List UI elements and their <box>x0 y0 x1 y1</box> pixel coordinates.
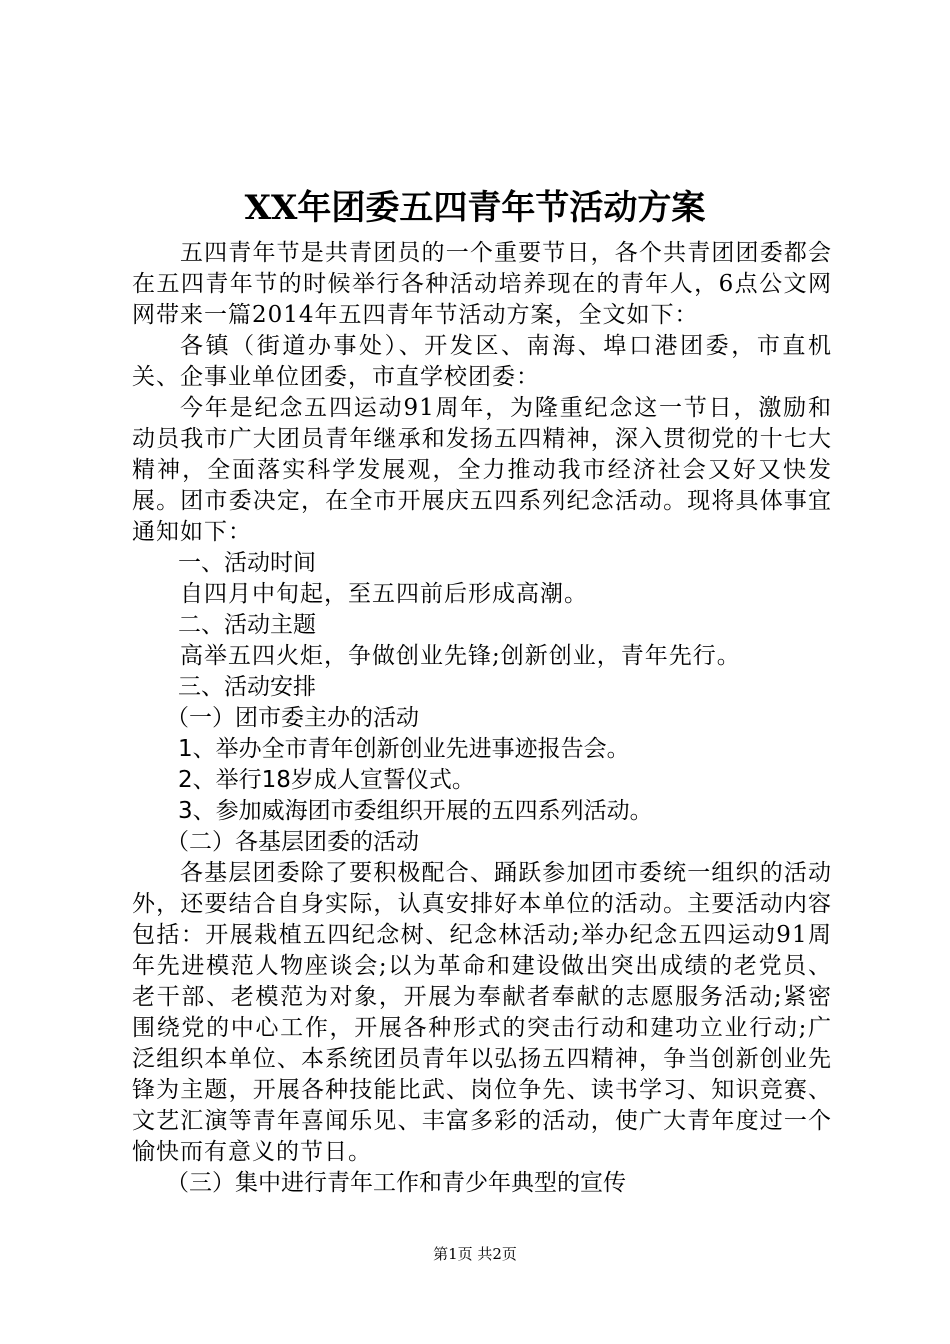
section-heading-theme: 二、活动主题 <box>178 612 316 638</box>
section-text-time: 自四月中旬起，至五四前后形成高潮。 <box>180 581 588 607</box>
subsection-heading-grassroots: （二）各基层团委的活动 <box>166 829 419 855</box>
section-text-theme: 高举五四火炬，争做创业先锋;创新创业，青年先行。 <box>180 643 741 669</box>
subsection-heading-publicity: （三）集中进行青年工作和青少年典型的宣传 <box>166 1170 626 1196</box>
page-footer: 第1页 共2页 <box>433 1245 517 1263</box>
section-heading-time: 一、活动时间 <box>178 550 316 576</box>
document-title: XX年团委五四青年节活动方案 <box>244 188 706 228</box>
section-heading-arrangement: 三、活动安排 <box>178 674 316 700</box>
intro-paragraph: 五四青年节是共青团员的一个重要节日，各个共青团团委都会在五四青年节的时候举行各种活动培养现在的青年人，6点公文网网带来一篇2014年五四青年节活动方案，全文如下： <box>132 240 832 328</box>
subsection-text-grassroots: 各基层团委除了要积极配合、踊跃参加团市委统一组织的活动外，还要结合自身实际，认真安排好本单位的活动。主要活动内容包括：开展栽植五四纪念树、纪念林活动;举办纪念五四运动91周年先进模范人物座谈会;以为革命和建设做出突出成绩的老党员、老干部、老模范为对象，开展为奉献者奉献的志愿服务活动;紧密围绕党的中心工作，开展各种形式的突击行动和建功立业行动;广泛组织本单位、本系统团员青年以弘扬五四精神，争当创新创业先锋为主题，开展各种技能比武、岗位争先、读书学习、知识竞赛、文艺汇演等青年喜闻乐见、丰富多彩的活动，使广大青年度过一个愉快而有意义的节日。 <box>132 860 832 1165</box>
list-item: 1、举办全市青年创新创业先进事迹报告会。 <box>178 736 630 762</box>
addressee-paragraph: 各镇（街道办事处）、开发区、南海、埠口港团委，市直机关、企事业单位团委，市直学校团委： <box>132 333 832 390</box>
list-item: 3、参加威海团市委组织开展的五四系列活动。 <box>178 798 653 824</box>
document-body <box>132 238 832 1199</box>
notice-paragraph: 今年是纪念五四运动91周年，为隆重纪念这一节日，激励和动员我市广大团员青年继承和发扬五四精神，深入贯彻党的十七大精神，全面落实科学发展观，全力推动我市经济社会又好又快发展。团市委决定，在全市开展庆五四系列纪念活动。现将具体事宜通知如下： <box>132 395 832 545</box>
subsection-heading-city-committee: （一）团市委主办的活动 <box>166 705 419 731</box>
list-item: 2、举行18岁成人宣誓仪式。 <box>178 767 475 793</box>
